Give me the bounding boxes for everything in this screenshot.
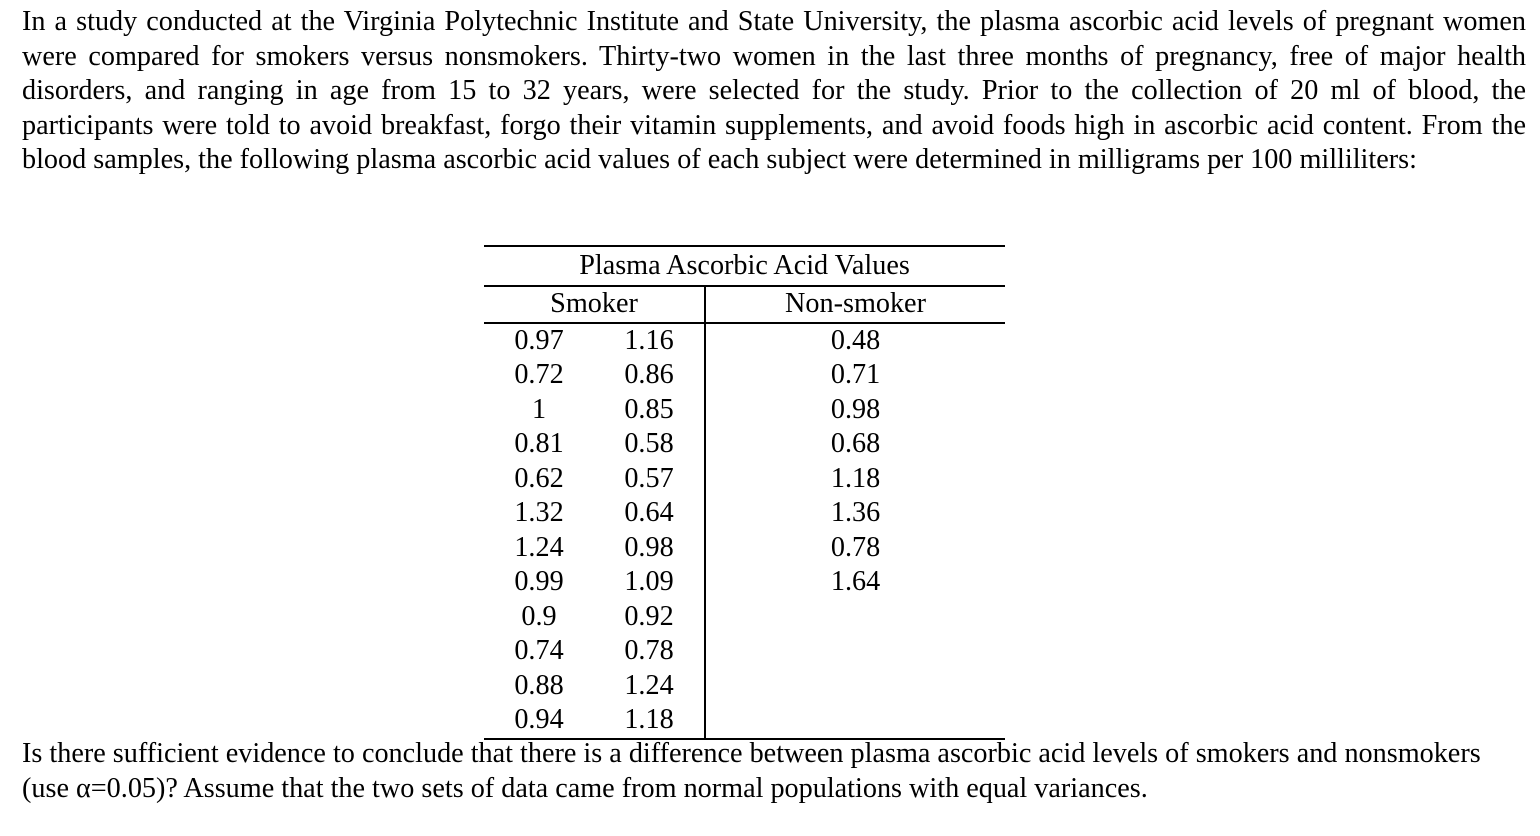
nonsmoker-value-cell: 0.71: [830, 359, 881, 390]
smoker-header: Smoker: [484, 286, 705, 323]
smoker-value-cell: 1.24: [594, 669, 705, 704]
table-row: [484, 393, 1005, 428]
smoker-value-cell: 0.9: [521, 600, 557, 632]
plasma-ascorbic-acid-table: [484, 245, 1005, 740]
smoker-value-cell: 0.86: [594, 358, 705, 393]
smoker-value-cell: 0.98: [594, 531, 705, 566]
table-row: [484, 703, 1005, 739]
table-row: [484, 531, 1005, 566]
smoker-value-cell: 0.97: [514, 324, 564, 356]
smoker-value-cell: 1.32: [514, 497, 564, 528]
table-row: [484, 427, 1005, 462]
smoker-value-cell: 0.94: [484, 703, 594, 739]
problem-question: Is there sufficient evidence to conclude that there is a difference between plasma ascorbic acid levels of smokers and nonsmokers (use α=0.05)? Assume that the two sets of data came from normal populations with equal variances.: [22, 738, 1481, 804]
smoker-value-cell: 0.72: [514, 359, 564, 390]
nonsmoker-value-cell: [705, 669, 1005, 704]
table-title-row: [484, 246, 1005, 286]
smoker-value-cell: 1.24: [514, 531, 564, 563]
smoker-value-cell: 1.16: [594, 323, 705, 359]
smoker-value-cell: 0.92: [594, 600, 705, 635]
nonsmoker-value-cell: 1.64: [830, 566, 881, 597]
nonsmoker-value-cell: [705, 600, 1005, 635]
smoker-value-cell: 1.18: [594, 703, 705, 739]
nonsmoker-value-cell: 0.48: [830, 324, 881, 356]
smoker-value-cell: 0.85: [594, 393, 705, 428]
nonsmoker-value-cell: 1.18: [830, 462, 881, 494]
nonsmoker-value-cell: [705, 703, 1005, 739]
smoker-value-cell: 0.74: [514, 635, 564, 666]
nonsmoker-value-cell: 0.68: [830, 428, 881, 459]
smoker-value-cell: 0.78: [594, 634, 705, 669]
table-row: [484, 634, 1005, 669]
table-row: [484, 669, 1005, 704]
smoker-value-cell: 1.09: [594, 565, 705, 600]
smoker-value-cell: 0.64: [594, 496, 705, 531]
smoker-value-cell: 0.62: [514, 462, 564, 494]
table-row: [484, 323, 1005, 359]
smoker-value-cell: 1: [531, 393, 547, 425]
smoker-value-cell: 0.58: [594, 427, 705, 462]
smoker-value-cell: 0.57: [594, 462, 705, 497]
smoker-value-cell: 0.99: [514, 566, 564, 597]
table-row: [484, 565, 1005, 600]
plasma-table-container: [484, 245, 1005, 740]
table-row: [484, 496, 1005, 531]
problem-intro: In a study conducted at the Virginia Polytechnic Institute and State University, the plasma ascorbic acid levels of pregnant women were compared for smokers versus nonsmokers. Thirty-two women in the last three months of pregnancy, free of major health disorders, and ranging in age from 15 to 32 years, were selected for the study. Prior to the collection of 20 ml of blood, the participants were told to avoid breakfast, forgo their vitamin supplements, and avoid foods high in ascorbic acid content. From the blood samples, the following plasma ascorbic acid values of each subject were determined in milligrams per 100 milliliters:: [22, 6, 1526, 176]
table-row: [484, 600, 1005, 635]
table-row: [484, 462, 1005, 497]
nonsmoker-value-cell: 0.78: [830, 531, 881, 563]
table-header-row: [484, 286, 1005, 323]
table-title: Plasma Ascorbic Acid Values: [484, 246, 1005, 286]
nonsmoker-value-cell: 0.98: [830, 393, 881, 425]
smoker-value-cell: 0.88: [514, 669, 564, 701]
table-body: [484, 323, 1005, 739]
nonsmoker-value-cell: 1.36: [830, 497, 881, 528]
table-row: [484, 358, 1005, 393]
smoker-value-cell: 0.81: [514, 428, 564, 459]
nonsmoker-header: Non-smoker: [705, 286, 1005, 323]
nonsmoker-value-cell: [705, 634, 1005, 669]
